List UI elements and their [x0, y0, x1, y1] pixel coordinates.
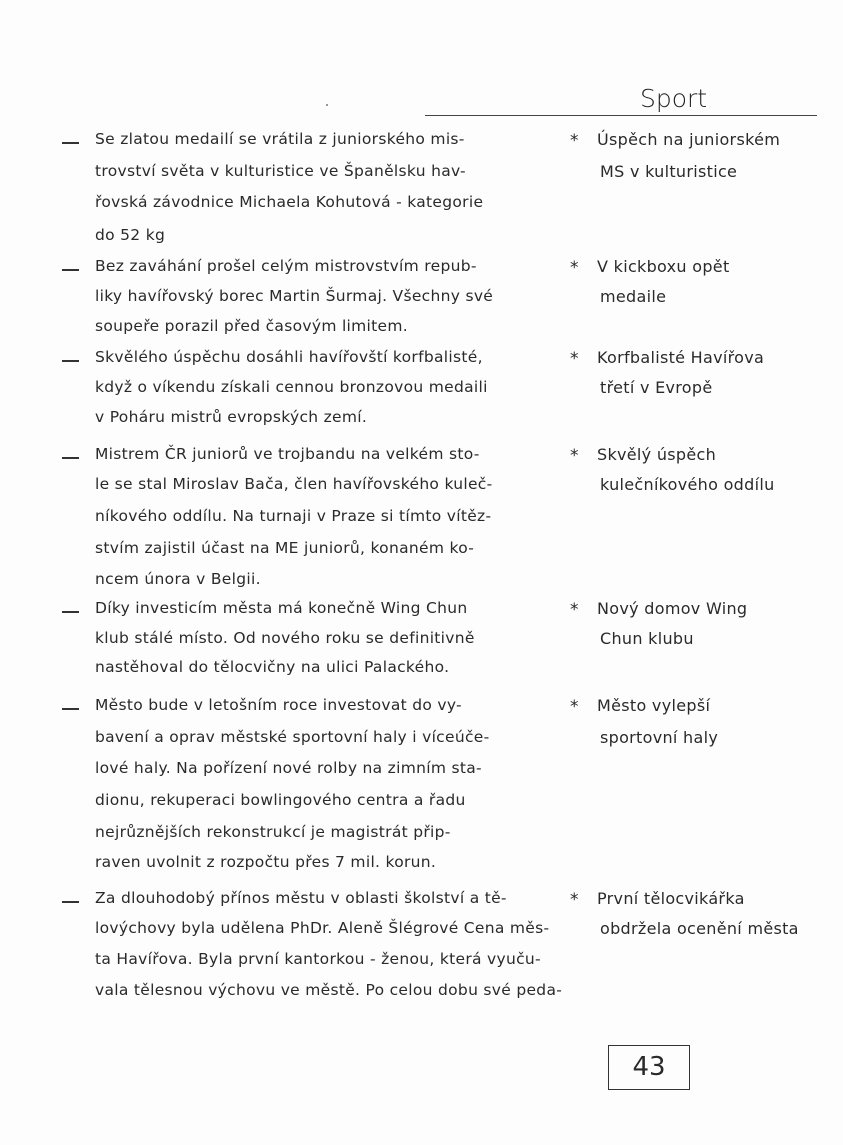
dash-bullet [62, 360, 79, 362]
entry-line: klub stálé místo. Od nového roku se definitivně [95, 629, 475, 647]
dash-bullet [62, 142, 79, 144]
summary-line: MS v kulturistice [600, 162, 738, 181]
entry-line: do 52 kg [95, 226, 166, 244]
speck [326, 104, 328, 106]
asterisk-marker: * [570, 349, 579, 369]
entry-line: Skvělého úspěchu dosáhli havířovští korfbalisté, [95, 348, 483, 366]
entry-line: le se stal Miroslav Bača, člen havířovského kuleč- [95, 475, 493, 493]
summary-line: sportovní haly [600, 728, 719, 747]
summary-line: třetí v Evropě [600, 378, 713, 397]
entry-line: vala tělesnou výchovu ve městě. Po celou dobu své peda- [95, 981, 563, 999]
entry-line: ncem února v Belgii. [95, 570, 261, 588]
asterisk-marker: * [570, 697, 579, 717]
page-number-box [608, 1045, 690, 1090]
entry-line: Mistrem ČR juniorů ve trojbandu na velkém sto- [95, 445, 480, 463]
summary-line: První tělocvikářka [597, 889, 745, 908]
entry-line: trovství světa v kulturistice ve Španělsku hav- [95, 162, 466, 180]
summary-line: V kickboxu opět [597, 257, 730, 276]
asterisk-marker: * [570, 600, 579, 620]
entry-line: když o víkendu získali cennou bronzovou medaili [95, 378, 488, 396]
entry-line: Město bude v letošním roce investovat do vy- [95, 696, 462, 714]
entry-line: v Poháru mistrů evropských zemí. [95, 408, 368, 426]
entry-line: Díky investicím města má konečně Wing Chun [95, 599, 468, 617]
summary-line: Nový domov Wing [597, 599, 748, 618]
entry-line: Se zlatou medailí se vrátila z juniorského mis- [95, 130, 465, 148]
entry-line: liky havířovský borec Martin Šurmaj. Všechny své [95, 287, 494, 305]
summary-line: Úspěch na juniorském [597, 130, 781, 149]
summary-line: Město vylepší [597, 696, 711, 715]
dash-bullet [62, 708, 79, 710]
entry-line: lovýchovy byla udělena PhDr. Aleně Šlégrové Cena měs- [95, 919, 550, 937]
summary-line: Skvělý úspěch [597, 445, 717, 464]
summary-line: kulečníkového oddílu [600, 475, 775, 494]
summary-line: Chun klubu [600, 629, 694, 648]
entry-line: níkového oddílu. Na turnaji v Praze si tímto vítěz- [95, 507, 492, 525]
asterisk-marker: * [570, 446, 579, 466]
entry-line: soupeře porazil před časovým limitem. [95, 317, 409, 335]
summary-line: medaile [600, 287, 667, 306]
entry-line: raven uvolnit z rozpočtu přes 7 mil. korun. [95, 853, 437, 871]
asterisk-marker: * [570, 890, 579, 910]
page-number: 43 [632, 1052, 666, 1082]
dash-bullet [62, 457, 79, 459]
asterisk-marker: * [570, 258, 579, 278]
entry-line: řovská závodnice Michaela Kohutová - kategorie [95, 193, 484, 211]
entry-line: dionu, rekuperaci bowlingového centra a řadu [95, 791, 466, 809]
entry-line: stvím zajistil účast na ME juniorů, konaném ko- [95, 539, 475, 557]
page-title: Sport [640, 84, 708, 113]
asterisk-marker: * [570, 131, 579, 151]
dash-bullet [62, 269, 79, 271]
entry-line: Za dlouhodobý přínos městu v oblasti školství a tě- [95, 889, 507, 907]
summary-line: obdržela ocenění města [600, 919, 799, 938]
entry-line: nastěhoval do tělocvičny na ulici Palackého. [95, 658, 450, 676]
dash-bullet [62, 611, 79, 613]
entry-line: nejrůznějších rekonstrukcí je magistrát přip- [95, 823, 451, 841]
entry-line: Bez zaváhání prošel celým mistrovstvím repub- [95, 257, 477, 275]
title-underline [425, 115, 817, 116]
dash-bullet [62, 901, 79, 903]
entry-line: bavení a oprav městské sportovní haly i víceúče- [95, 728, 490, 746]
entry-line: lové haly. Na pořízení nové rolby na zimním sta- [95, 759, 482, 777]
entry-line: ta Havířova. Byla první kantorkou - ženou, která vyuču- [95, 950, 541, 968]
summary-line: Korfbalisté Havířova [597, 348, 765, 367]
